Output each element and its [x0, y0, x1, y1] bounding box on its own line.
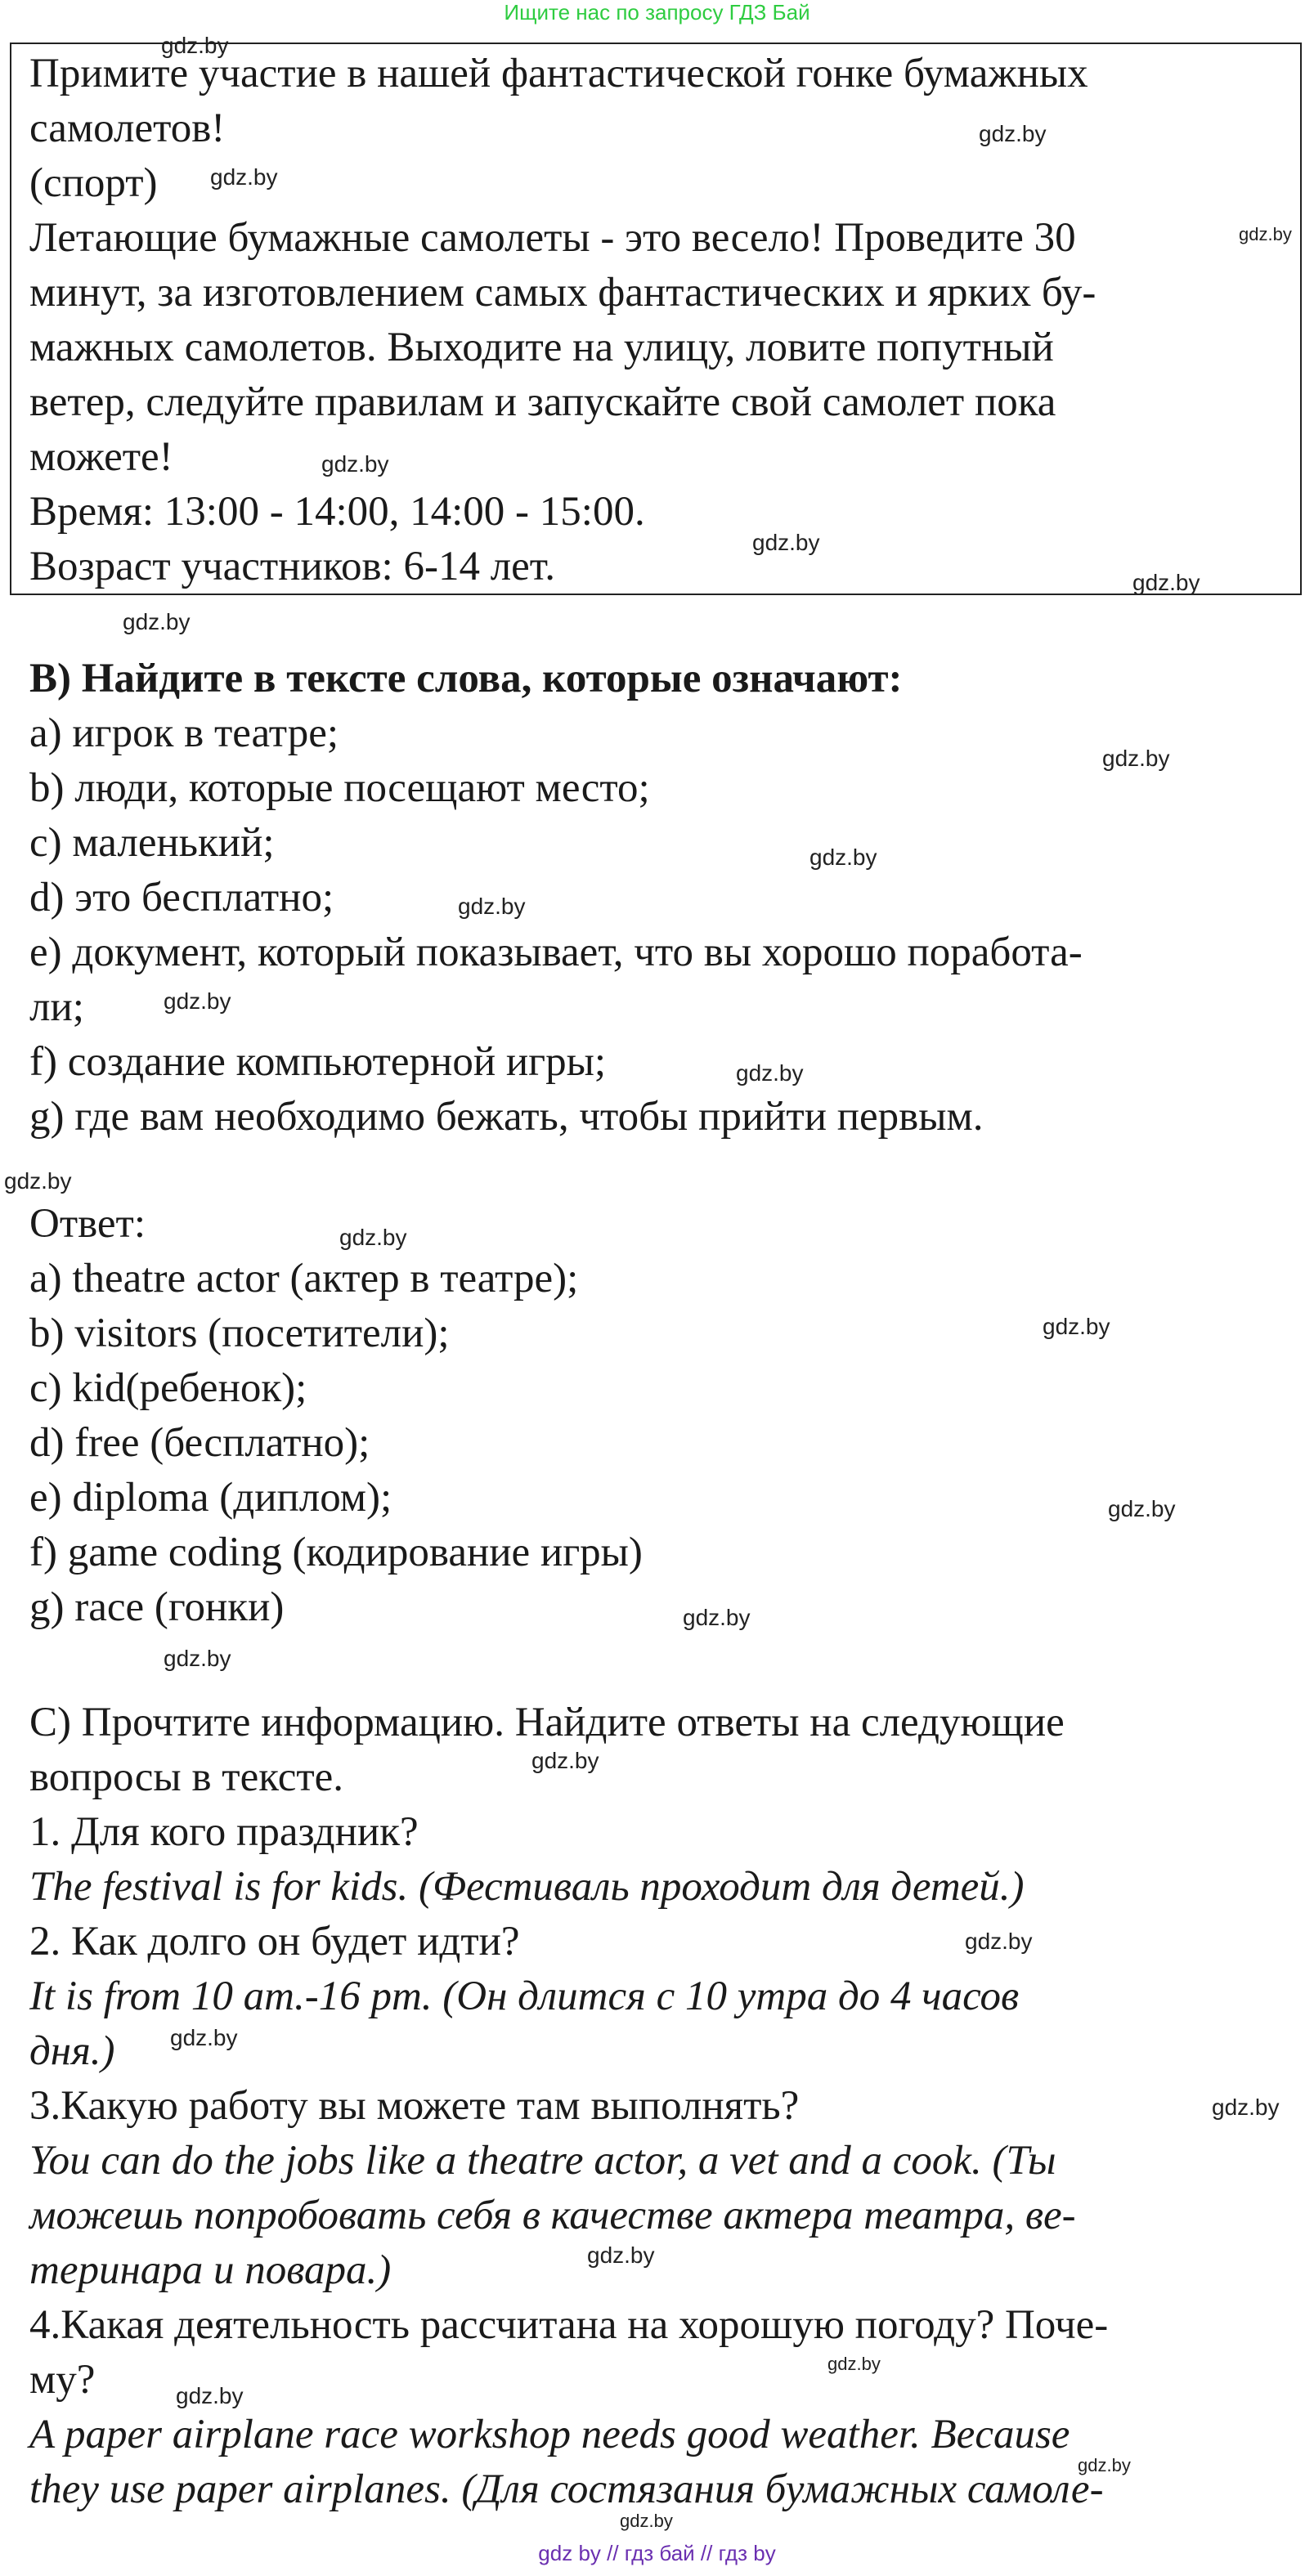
answer-label: Ответ:	[29, 1201, 146, 1247]
watermark: gdz.by	[1102, 746, 1170, 771]
watermark: gdz.by	[1108, 1496, 1176, 1521]
task-b-item: ли;	[29, 984, 84, 1030]
task-c-question: 3.Какую работу вы можете там выполнять?	[29, 2083, 800, 2129]
answer-item: b) visitors (посетители);	[29, 1310, 450, 1356]
watermark: gdz.by	[123, 609, 191, 634]
task-b-item: a) игрок в театре;	[29, 710, 339, 756]
task-c-answer	[29, 2465, 1104, 2514]
watermark: gdz.by	[736, 1060, 804, 1086]
task-c-answer: You can do the jobs like a theatre actor, a vet and a cook. (Ты	[29, 2138, 1056, 2184]
watermark: gdz.by	[4, 1168, 72, 1194]
watermark: gdz.by	[752, 530, 820, 555]
watermark: gdz.by	[531, 1748, 599, 1773]
watermark: gdz.by	[164, 988, 231, 1014]
announcement-line: Возраст участников: 6-14 лет.	[29, 544, 555, 589]
watermark: gdz.by	[1078, 2455, 1131, 2475]
announcement-line: (спорт)	[29, 160, 158, 206]
task-c-answer-italic: they use paper airplanes. (Для состязания бумажных самоле-	[29, 2466, 1104, 2512]
watermark: gdz.by	[1239, 224, 1292, 244]
task-c-answer: теринара и повара.)	[29, 2247, 392, 2293]
watermark: gdz.by	[1043, 1314, 1110, 1339]
watermark: gdz.by	[965, 1929, 1033, 1954]
watermark: gdz.by	[321, 451, 389, 477]
watermark: gdz.by	[161, 33, 229, 58]
task-b-item: b) люди, которые посещают место;	[29, 765, 650, 811]
watermark: gdz.by	[458, 894, 526, 919]
watermark: gdz.by	[170, 2025, 238, 2050]
announcement-line: можете!	[29, 434, 173, 480]
task-c-answer: It is from 10 am.-16 pm. (Он длится с 10 утра до 4 часов	[29, 1973, 1020, 2019]
announcement-line: Примите участие в нашей фантастической гонке бумажных	[29, 51, 1088, 96]
answer-item: c) kid(ребенок);	[29, 1365, 307, 1411]
task-c-question: 4.Какая деятельность рассчитана на хорошую погоду? Поче-	[29, 2302, 1109, 2348]
task-c-question: 1. Для кого праздник?	[29, 1809, 419, 1855]
watermark: gdz.by	[587, 2242, 655, 2268]
watermark: gdz.by	[1212, 2094, 1280, 2120]
watermark: gdz.by	[620, 2511, 673, 2531]
announcement-line: минут, за изготовлением самых фантастических и ярких бу-	[29, 270, 1096, 316]
task-b-item: d) это бесплатно;	[29, 875, 334, 921]
task-c-answer: дня.)	[29, 2028, 115, 2074]
header-search-link[interactable]: Ищите нас по запросу ГДЗ Бай	[504, 0, 810, 25]
footer-link[interactable]: gdz by // гдз бай // гдз by	[538, 2541, 776, 2565]
announcement-line: самолетов!	[29, 105, 226, 151]
watermark: gdz.by	[1132, 570, 1200, 595]
task-c-answer: можешь попробовать себя в качестве актера театра, ве-	[29, 2193, 1076, 2238]
task-b-item: f) создание компьютерной игры;	[29, 1039, 607, 1085]
watermark: gdz.by	[809, 844, 877, 870]
task-b-item: g) где вам необходимо бежать, чтобы прийти первым.	[29, 1094, 984, 1140]
answer-item: a) theatre actor (актер в театре);	[29, 1256, 579, 1301]
answer-item: g) race (гонки)	[29, 1584, 285, 1630]
watermark: gdz.by	[176, 2383, 244, 2408]
task-c-answer: A paper airplane race workshop needs good weather. Because	[29, 2412, 1070, 2457]
answer-item: f) game coding (кодирование игры)	[29, 1530, 643, 1575]
watermark: gdz.by	[164, 1646, 231, 1671]
answer-item: e) diploma (диплом);	[29, 1475, 392, 1521]
task-c-line: вопросы в тексте.	[29, 1754, 344, 1800]
watermark: gdz.by	[210, 164, 278, 190]
answer-item: d) free (бесплатно);	[29, 1420, 370, 1466]
task-c-line: C) Прочтите информацию. Найдите ответы на следующие	[29, 1700, 1065, 1745]
announcement-line: Летающие бумажные самолеты - это весело! Проведите 30	[29, 215, 1076, 261]
task-c-answer: The festival is for kids. (Фестиваль проходит для детей.)	[29, 1864, 1025, 1910]
task-b-item: e) документ, который показывает, что вы хорошо поработа-	[29, 930, 1083, 975]
task-b-title: B) Найдите в тексте слова, которые означают:	[29, 656, 903, 701]
watermark: gdz.by	[827, 2354, 881, 2374]
announcement-line: мажных самолетов. Выходите на улицу, ловите попутный	[29, 325, 1054, 370]
watermark: gdz.by	[683, 1605, 751, 1630]
watermark: gdz.by	[339, 1225, 407, 1250]
announcement-line: ветер, следуйте правилам и запускайте свой самолет пока	[29, 379, 1056, 425]
announcement-line: Время: 13:00 - 14:00, 14:00 - 15:00.	[29, 489, 645, 535]
task-c-question: 2. Как долго он будет идти?	[29, 1919, 520, 1964]
task-c-question: му?	[29, 2357, 96, 2403]
watermark: gdz.by	[979, 121, 1047, 146]
task-b-item: c) маленький;	[29, 820, 275, 866]
